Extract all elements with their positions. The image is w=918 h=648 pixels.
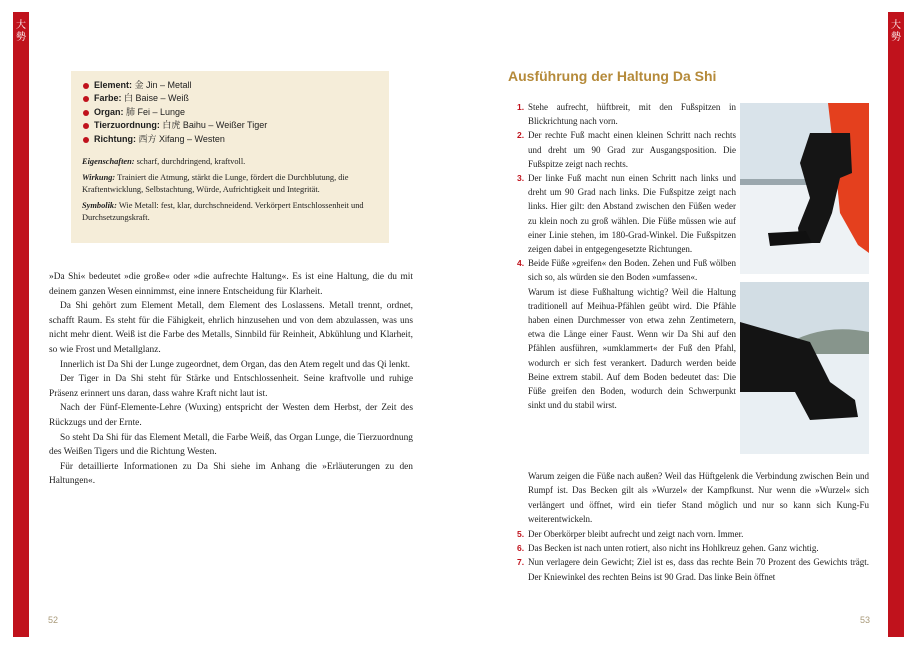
attribute-item-direction: Richtung: 西方 Xifang – Westen bbox=[82, 133, 378, 146]
explanation-paragraph: Warum zeigen die Füße nach außen? Weil das Hüftgelenk die Verbindung zwischen Bein und Rumpf ist. Das Becken gilt als »Wurzel« der Kampfkunst. Nur wenn die »Wurzel« sich verlängert und öffnet, wird ein tiefer Stand möglich und nur so kann sich Kung-Fu weiterentwickeln. bbox=[528, 471, 869, 525]
paragraph: Da Shi gehört zum Element Metall, dem Element des Loslassens. Metall trennt, ordnet, schafft Raum. Es steht für die Fähigkeit, ehrlich hinzusehen und von dem abzulassen, was uns nicht mehr dient. Weiß ist die Farbe des Metalls, Sinnbild für Reinheit, Abkühlung und Klarheit, so wie Frost und Metallglanz. bbox=[49, 301, 413, 355]
property-traits: Eigenschaften: scharf, durchdringend, kraftvoll. bbox=[82, 157, 246, 167]
right-red-margin-bar bbox=[888, 12, 904, 637]
step-item: 1. Stehe aufrecht, hüftbreit, mit den Fußspitzen in Blickrichtung nach vorn. bbox=[517, 102, 736, 127]
element-info-box bbox=[71, 71, 389, 243]
bullet-icon bbox=[83, 83, 89, 89]
attribute-item-color: Farbe: 白 Baise – Weiß bbox=[82, 92, 378, 105]
photo-stance-feet-wide bbox=[740, 103, 869, 274]
left-red-margin-bar bbox=[13, 12, 29, 637]
element-properties bbox=[82, 156, 378, 224]
chinese-glyph-da: 大勢 bbox=[891, 20, 901, 43]
step-item: 3. Der linke Fuß macht nun einen Schritt nach links und dreht um 90 Grad nach links. Die Fußspitze zeigt nach links. Hier gilt: den Abstand zwischen den Füßen weder zu klein noch zu groß wählen. Die Füße müssen wie auf einer Linie stehen, im 180-Grad-Winkel. Die Fußspitzen zeigen dabei in entgegengesetzte Richtungen. bbox=[517, 173, 736, 255]
property-symbolism: Symbolik: Wie Metall: fest, klar, durchschneidend. Verkörpert Entschlossenheit und Durchsetzungskraft. bbox=[82, 201, 364, 223]
page-number-right: 53 bbox=[860, 615, 871, 625]
bullet-icon bbox=[83, 137, 89, 143]
paragraph: Innerlich ist Da Shi der Lunge zugeordnet, dem Organ, das den Atem regelt und das Qi lenkt. bbox=[60, 359, 410, 370]
step-item: 4. Beide Füße »greifen« den Boden. Zehen und Fuß wölben sich so, als würden sie den Boden »umfassen«. bbox=[517, 258, 736, 283]
step-item: 2. Der rechte Fuß macht einen kleinen Schritt nach rechts und dreht um 90 Grad zur Ausgangsposition. Die Fußspitze zeigt nach rechts. bbox=[517, 130, 736, 169]
element-attribute-list bbox=[82, 79, 378, 146]
attribute-item-animal: Tierzuordnung: 白虎 Baihu – Weißer Tiger bbox=[82, 119, 378, 132]
paragraph: Nach der Fünf-Elemente-Lehre (Wuxing) entspricht der Westen dem Herbst, der Zeit des Rückzugs und der Ernte. bbox=[49, 403, 413, 428]
paragraph: Für detaillierte Informationen zu Da Shi siehe im Anhang die »Erläuterungen zu den Haltungen«. bbox=[49, 461, 413, 487]
photo-foot-gripping-ground bbox=[740, 282, 869, 454]
instruction-steps-wide bbox=[517, 469, 869, 584]
paragraph: So steht Da Shi für das Element Metall, die Farbe Weiß, das Organ Lunge, die Tierzuordnung des Weißen Tigers und die Richtung Westen. bbox=[49, 432, 413, 458]
step-item: 7. Nun verlagere dein Gewicht; Ziel ist es, dass das rechte Bein 70 Prozent des Gewichts trägt. Der Kniewinkel des rechten Beins ist 90 Grad. Das linke Bein öffnet bbox=[517, 557, 869, 582]
page-number-left: 52 bbox=[48, 615, 59, 625]
section-heading: Ausführung der Haltung Da Shi bbox=[508, 68, 717, 84]
attribute-item-element: Element: 金 Jin – Metall bbox=[82, 79, 378, 92]
paragraph: »Da Shi« bedeutet »die große« oder »die aufrechte Haltung«. Es ist eine Haltung, die du mit deinem ganzen Wesen einnimmst, eine innere Entscheidung für Klarheit. bbox=[49, 272, 413, 297]
property-effect: Wirkung: Trainiert die Atmung, stärkt die Lunge, fördert die Durchblutung, die Kraftentwicklung, Selbstachtung, Würde, Aufrichtigkeit und Integrität. bbox=[82, 173, 349, 195]
bullet-icon bbox=[83, 123, 89, 129]
chinese-glyph-da: 大勢 bbox=[16, 20, 26, 43]
photo-illustration bbox=[740, 103, 869, 274]
bullet-icon bbox=[83, 96, 89, 102]
explanation-paragraph: Warum ist diese Fußhaltung wichtig? Weil die Haltung traditionell auf Meihua-Pfählen geübt wird. Die Pfähle haben einen Durchmesser von etwa zehn Zentimetern, etwa die Länge einer Faust. Wenn wir Da Shi auf den Pfählen ausführen, »umklammert« der Fuß den Pfahl, wodurch er sich fest verankert. Dadurch werden beide Beine extrem stabil. Auf dem Boden bedeutet das: Die Füße greifen den Boden, wodurch dein Schwerpunkt sinkt und du stabil wirst. bbox=[528, 286, 736, 411]
bullet-icon bbox=[83, 110, 89, 116]
step-item: 5. Der Oberkörper bleibt aufrecht und zeigt nach vorn. Immer. bbox=[517, 528, 744, 539]
attribute-item-organ: Organ: 肺 Fei – Lunge bbox=[82, 106, 378, 119]
photo-illustration bbox=[740, 282, 869, 454]
left-body-text bbox=[49, 270, 413, 489]
instruction-steps-column bbox=[517, 100, 736, 412]
paragraph: Der Tiger in Da Shi steht für Stärke und Entschlossenheit. Seine kraftvolle und ruhige Präsenz erinnert uns daran, dass wahre Kraft nicht laut ist. bbox=[49, 374, 413, 399]
step-item: 6. Das Becken ist nach unten rotiert, also nicht ins Hohlkreuz gehen. Ganz wichtig. bbox=[517, 543, 819, 554]
